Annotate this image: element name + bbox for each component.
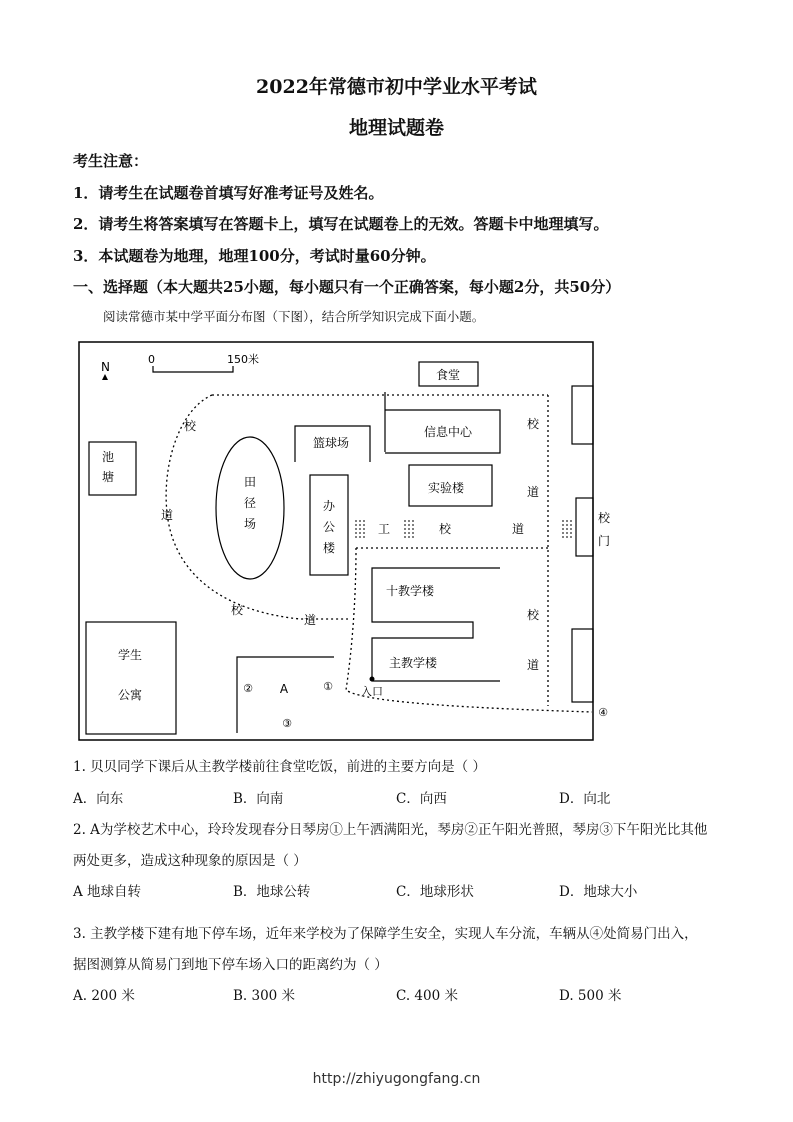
room2-label: ② (243, 682, 253, 695)
office-label-1: 办 (322, 499, 336, 513)
road-mid-label-3: 道 (511, 522, 525, 536)
q2-option-b: B．地球公转 (233, 884, 311, 900)
map-frame (79, 342, 593, 740)
track-label-2: 径 (243, 496, 257, 510)
east-building-top (572, 386, 593, 444)
pond-label-1: 池 (101, 450, 115, 464)
q1-option-b: B．向南 (233, 791, 284, 807)
teaching-sub-label: 十教学楼 (385, 584, 435, 598)
road-bottom-label-2: 道 (303, 613, 317, 627)
question-3-line-2: 据图测算从简易门到地下停车场入口的距离约为（ ） (73, 957, 388, 973)
entrance-point (370, 677, 375, 682)
pond-label-2: 塘 (101, 470, 115, 484)
road-left-label-1: 校 (183, 419, 197, 433)
dorm-label-1: 学生 (117, 648, 143, 662)
point4-label: ④ (598, 706, 608, 719)
road-mid-label-2: 校 (438, 522, 452, 536)
teaching-main-label: 主教学楼 (388, 656, 438, 670)
road-right-bottom-label-2: 道 (526, 658, 540, 672)
office-label-3: 楼 (322, 541, 336, 555)
page-title: 2022年常德市初中学业水平考试 (256, 76, 537, 98)
section-intro: 阅读常德市某中学平面分布图（下图），结合所学知识完成下面小题。 (103, 309, 485, 324)
footer-url: http://zhiyugongfang.cn (312, 1071, 481, 1087)
north-label: N (101, 360, 110, 374)
road-right-top-label-1: 校 (526, 417, 540, 431)
track-label-1: 田 (243, 475, 257, 489)
school-gate (576, 498, 593, 556)
notice-item: 1．请考生在试题卷首填写好准考证号及姓名。 (73, 184, 384, 202)
road-mid-label-1: 工 (377, 522, 391, 536)
north-arrow-icon (102, 374, 108, 380)
notice-item: 2．请考生将答案填写在答题卡上，填写在试题卷上的无效。答题卡中地理填写。 (73, 215, 609, 233)
dorm-label-2: 公寓 (117, 688, 143, 702)
q1-option-a: A．向东 (73, 791, 124, 807)
gate-label-2: 门 (597, 534, 611, 548)
road-right-top-label-2: 道 (526, 485, 540, 499)
page-subtitle: 地理试题卷 (348, 117, 444, 139)
question-2-line-1: 2. A为学校艺术中心，玲玲发现春分日琴房①上午洒满阳光，琴房②正午阳光普照，琴房③下午阳光比其他 (73, 822, 708, 838)
q2-option-a: A 地球自转 (73, 884, 142, 900)
q3-option-b: B. 300 米 (233, 988, 296, 1004)
art-center-label: A (279, 682, 289, 696)
road-left-label-2: 道 (160, 508, 174, 522)
section-heading: 一、选择题（本大题共25小题，每小题只有一个正确答案，每小题2分，共50分） (73, 278, 621, 296)
q3-option-c: C. 400 米 (396, 988, 458, 1004)
basketball-label: 篮球场 (312, 436, 350, 450)
scale-bar (153, 366, 233, 372)
gate-label-1: 校 (597, 511, 611, 525)
east-building-bottom (572, 629, 593, 702)
room3-label: ③ (282, 717, 292, 730)
room1-label: ① (323, 680, 333, 693)
notice-item: 3．本试题卷为地理，地理100分，考试时量60分钟。 (73, 247, 436, 265)
question-3-line-1: 3. 主教学楼下建有地下停车场，近年来学校为了保障学生安全，实现人车分流，车辆从④处简易门出入， (73, 926, 698, 942)
q3-option-a: A. 200 米 (73, 988, 135, 1004)
lab-label: 实验楼 (427, 481, 465, 495)
q2-option-c: C．地球形状 (396, 884, 474, 900)
q1-option-c: C．向西 (396, 791, 447, 807)
info-center-building (385, 392, 500, 453)
q2-option-d: D．地球大小 (559, 884, 638, 900)
student-dorm (86, 622, 176, 734)
road-bottom-label-1: 校 (230, 603, 244, 617)
q1-option-d: D．向北 (559, 791, 611, 807)
scale-start-label: 0 (148, 353, 155, 366)
entrance-label: 入口 (361, 685, 383, 698)
question-2-line-2: 两处更多，造成这种现象的原因是（ ） (73, 853, 307, 869)
canteen-label: 食堂 (435, 368, 461, 382)
track-label-3: 场 (243, 517, 257, 531)
info-center-label: 信息中心 (423, 425, 473, 439)
q3-option-d: D. 500 米 (559, 988, 622, 1004)
office-label-2: 公 (322, 520, 336, 534)
scale-end-label: 150米 (227, 353, 259, 366)
road-right-bottom-label-1: 校 (526, 608, 540, 622)
question-1: 1. 贝贝同学下课后从主教学楼前往食堂吃饭，前进的主要方向是（ ） (73, 759, 486, 775)
notice-heading: 考生注意： (73, 152, 149, 170)
